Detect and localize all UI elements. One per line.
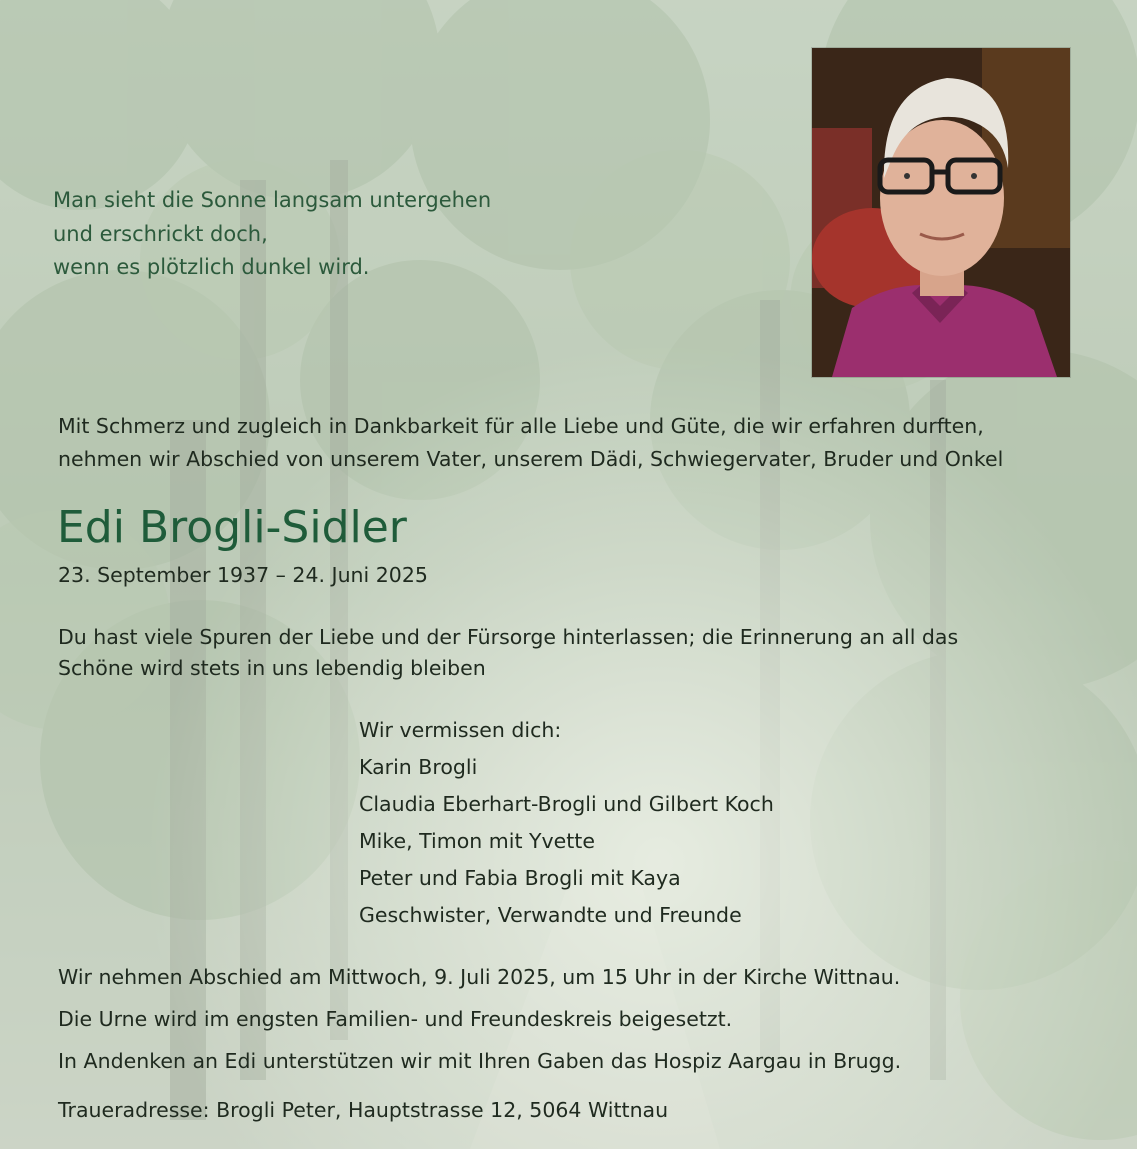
poem-line: wenn es plötzlich dunkel wird. [53, 255, 370, 279]
tribute-line: Schöne wird stets in uns lebendig bleiben [58, 656, 486, 680]
poem-line: und erschrickt doch, [53, 221, 268, 246]
ceremony-line: In Andenken an Edi unterstützen wir mit Ihren Gaben das Hospiz Aargau in Brugg. [58, 1049, 902, 1073]
mourner-item: Peter und Fabia Brogli mit Kaya [359, 866, 681, 890]
portrait-photo [812, 48, 1070, 377]
tribute-text [58, 622, 1098, 684]
intro-line: Mit Schmerz und zugleich in Dankbarkeit für alle Liebe und Güte, die wir erfahren durften, [58, 414, 984, 438]
mourning-address: Traueradresse: Brogli Peter, Hauptstrasse 12, 5064 Wittnau [58, 1098, 669, 1122]
intro-line: nehmen wir Abschied von unserem Vater, unserem Dädi, Schwiegervater, Bruder und Onkel [58, 447, 1004, 471]
mourners-heading: Wir vermissen dich: [359, 718, 562, 742]
ceremony-line: Wir nehmen Abschied am Mittwoch, 9. Juli 2025, um 15 Uhr in der Kirche Wittnau. [58, 965, 901, 989]
mourners-list [359, 712, 774, 934]
poem-line: Man sieht die Sonne langsam untergehen [53, 188, 492, 212]
ceremony-info [58, 956, 901, 1082]
mourner-item: Claudia Eberhart-Brogli und Gilbert Koch [359, 792, 774, 816]
mourner-item: Mike, Timon mit Yvette [359, 829, 595, 853]
deceased-name: Edi Brogli-Sidler [57, 502, 407, 553]
mourner-item: Geschwister, Verwandte und Freunde [359, 903, 742, 927]
poem-verse [53, 184, 491, 285]
intro-text [58, 410, 1003, 476]
tribute-line: Du hast viele Spuren der Liebe und der Fürsorge hinterlassen; die Erinnerung an all das [58, 625, 959, 649]
ceremony-line: Die Urne wird im engsten Familien- und Freundeskreis beigesetzt. [58, 1007, 733, 1031]
life-dates: 23. September 1937 – 24. Juni 2025 [58, 563, 428, 587]
mourner-item: Karin Brogli [359, 755, 478, 779]
